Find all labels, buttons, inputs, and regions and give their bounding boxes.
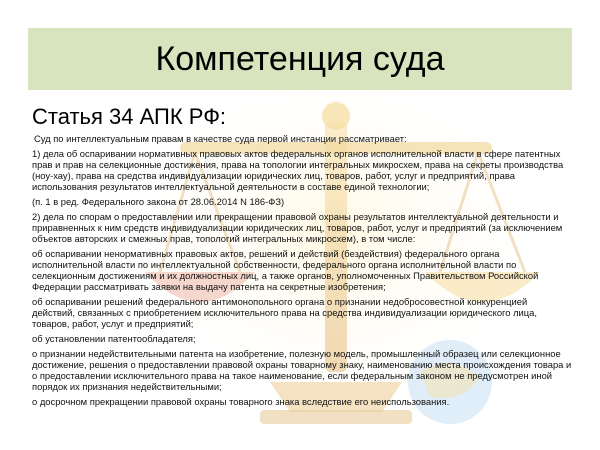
paragraph-item-1: 1) дела об оспаривании нормативных правовых актов федеральных органов исполнительной власти в сфере патентных прав и прав на селекционные достижения, права на топологии интегральных микросхем, права на секреты производства (ноу-хау), права на средства индивидуализации юридических лиц, товаров, работ, услуг и предприятий, права использования результатов интеллектуальной деятельности в составе единой технологии;: [32, 148, 564, 192]
paragraph-subitem-antimonopoly: об оспаривании решений федерального антимонопольного органа о признании недобросовестной конкуренцией действий, связанных с приобретением исключительного права на средства индивидуализации юридического лица, товаров, работ, услуг и предприятий;: [32, 296, 537, 329]
slide-content: [32, 104, 572, 411]
paragraph-subitem-early-termination: о досрочном прекращении правовой охраны товарного знака вследствие его неиспользования.: [32, 396, 450, 407]
paragraph-amendment-note: (п. 1 в ред. Федерального закона от 28.06.2014 N 186-ФЗ): [32, 196, 285, 207]
slide-subtitle: Статья 34 АПК РФ:: [32, 104, 227, 129]
title-band: [28, 28, 572, 90]
paragraph-intro: Суд по интеллектуальным правам в качестве суда первой инстанции рассматривает:: [34, 133, 407, 144]
paragraph-subitem-invalidation: о признании недействительными патента на изобретение, полезную модель, промышленный образец или селекционное достижение, решения о предоставлении правовой охраны товарному знаку, наименованию места происхождения товара и о предоставлении исключительного права на такое наименование, если федеральным законом не предусмотрен иной порядок их признания недействительными;: [32, 348, 572, 392]
paragraph-item-2: 2) дела по спорам о предоставлении или прекращении правовой охраны результатов интеллектуальной деятельности и приравненных к ним средств индивидуализации юридических лиц, товаров, работ, услуг и предприятий (за исключением объектов авторских и смежных прав, топологий интегральных микросхем), в том числе:: [32, 211, 563, 244]
paragraph-subitem-patentee: об установлении патентообладателя;: [32, 333, 196, 344]
article-text: [32, 133, 572, 407]
slide-title: Компетенция суда: [155, 39, 445, 78]
paragraph-subitem-contest-acts: об оспаривании ненормативных правовых актов, решений и действий (бездействия) федерального органа исполнительной власти по интеллектуальной собственности, федерального органа исполнительной власти по селекционным достижениям и их должностных лиц, а также органов, уполномоченных Правительством Российской Федерации рассматривать заявки на выдачу патента на секретные изобретения;: [32, 248, 539, 292]
